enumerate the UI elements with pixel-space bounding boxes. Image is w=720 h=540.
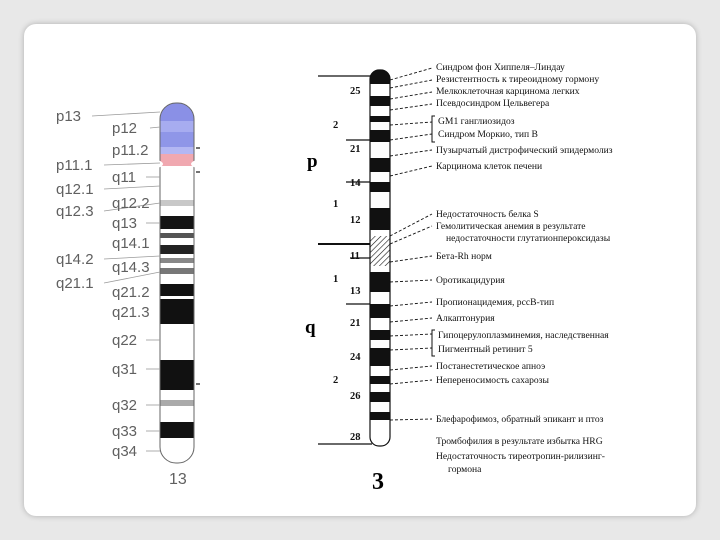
band-q13 (160, 216, 194, 229)
arm-p-label: p (307, 151, 318, 172)
label-q32: q32 (112, 397, 138, 414)
label-q21-2: q21.2 (112, 284, 150, 301)
disease-3: Псевдосиндром Цельвегера (436, 98, 550, 109)
right-band-labels (112, 120, 150, 460)
band-p13 (160, 103, 194, 121)
label-q12-3: q12.3 (56, 203, 94, 220)
disease-5: Синдром Моркио, тип В (438, 129, 538, 140)
label-p13: p13 (56, 108, 82, 125)
label-q34: q34 (112, 443, 138, 460)
region-q2: 2 (333, 375, 339, 386)
disease-19: Блефарофимоз, обратный эпикант и птоз (436, 414, 604, 425)
label-q22: q22 (112, 332, 138, 349)
disease-15: Гипоцерулоплазминемия, наследственная (438, 330, 609, 341)
disease-brackets (432, 116, 435, 356)
band-p21: 21 (350, 144, 361, 155)
band-14: 14 (350, 178, 361, 189)
label-q14-3: q14.3 (112, 259, 150, 276)
disease-4: GM1 ганглиозидоз (438, 116, 515, 127)
disease-21: Недостаточность тиреотропин-рилизинг- (436, 451, 605, 462)
disease-16: Пигментный ретинит 5 (438, 344, 533, 355)
disease-0: Синдром фон Хиппеля–Линдау (436, 62, 565, 73)
band-p12 (160, 121, 194, 132)
region-p1: 1 (333, 199, 339, 210)
band-q14 (160, 245, 194, 254)
centromere (160, 154, 194, 166)
band-13: 13 (350, 286, 361, 297)
disease-labels (436, 62, 613, 475)
label-q14-2: q14.2 (56, 251, 94, 268)
region-q1: 1 (333, 274, 339, 285)
region-p2: 2 (333, 120, 339, 131)
band-24: 24 (350, 352, 361, 363)
chromosome-13-ideogram (56, 103, 200, 488)
band-q12 (160, 174, 194, 198)
chromosome-13-number: 13 (169, 471, 187, 488)
disease-1: Резистентность к тиреоидному гормону (436, 74, 600, 85)
band-25: 25 (350, 86, 361, 97)
disease-18: Непереносимость сахарозы (436, 375, 549, 386)
band-11: 11 (350, 251, 360, 262)
region-brackets (318, 76, 372, 444)
disease-13: Пропионацидемия, pccB-тип (436, 297, 555, 308)
label-q33: q33 (112, 423, 138, 440)
disease-leader-lines (390, 68, 432, 420)
band-q21: 21 (350, 318, 361, 329)
label-q31: q31 (112, 361, 138, 378)
label-q12-2: q12.2 (112, 195, 150, 212)
band-q31 (160, 360, 194, 390)
band-q21 (160, 284, 194, 324)
disease-20: Тромбофилия в результате избытка HRG (436, 436, 603, 447)
label-q13: q13 (112, 215, 138, 232)
disease-6: Пузырчатый дистрофический эпидермолиз (436, 145, 613, 156)
left-band-labels (56, 108, 94, 292)
disease-9: Гемолитическая анемия в результате (436, 221, 586, 232)
label-q21-3: q21.3 (112, 304, 150, 321)
label-q12-1: q12.1 (56, 181, 94, 198)
chromosome-3-number: 3 (372, 469, 384, 495)
chromosome-3-ideogram (305, 68, 435, 495)
band-28: 28 (350, 432, 361, 443)
label-q11: q11 (112, 169, 136, 186)
label-p12: p12 (112, 120, 138, 137)
label-p11-1: p11.1 (56, 157, 93, 174)
band-q33 (160, 422, 194, 438)
label-q21-1: q21.1 (56, 275, 94, 292)
band-p11-2 (160, 132, 194, 147)
label-q14-1: q14.1 (112, 235, 150, 252)
disease-11: Бета-Rh норм (436, 251, 492, 262)
band-26: 26 (350, 391, 361, 402)
disease-14: Алкаптонурия (436, 313, 495, 324)
disease-22: гормона (448, 464, 482, 475)
disease-2: Мелкоклеточная карцинома легких (436, 86, 580, 97)
disease-10: недостаточности глутатионпероксидазы (446, 233, 611, 244)
disease-17: Постанестетическое апноэ (436, 361, 546, 372)
disease-12: Оротикацидурия (436, 275, 505, 286)
band-12: 12 (350, 215, 361, 226)
disease-8: Недостаточность белка S (436, 209, 539, 220)
disease-7: Карцинома клеток печени (436, 161, 543, 172)
centromere-hatched (370, 236, 390, 252)
label-p11-2: p11.2 (112, 142, 149, 159)
tick-marks (196, 148, 200, 384)
arm-q-label: q (305, 317, 316, 338)
